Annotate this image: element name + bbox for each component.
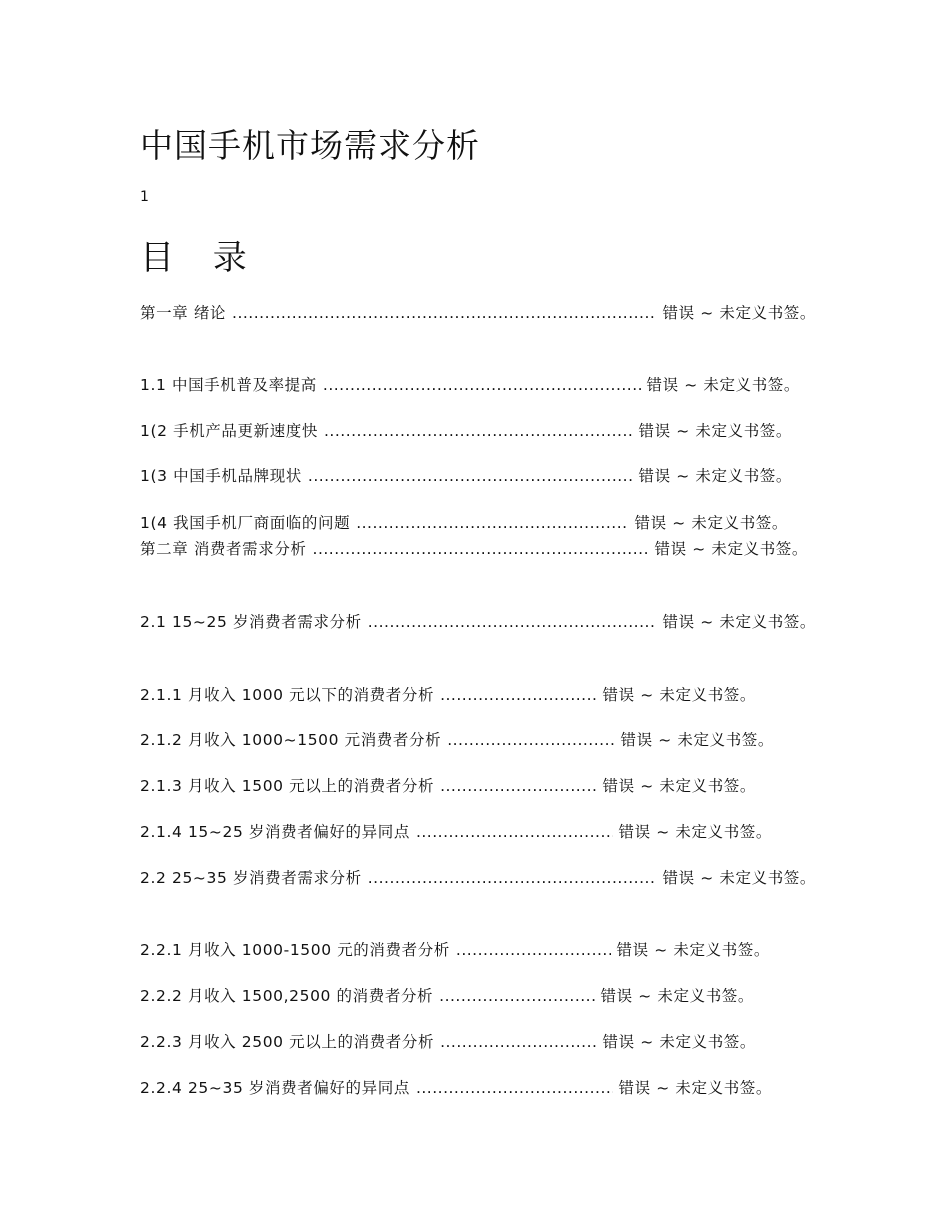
toc-entry-page-ref: 错误 ~ 未定义书签。: [654, 540, 808, 558]
document-title: 中国手机市场需求分析: [140, 126, 480, 165]
toc-entry-page-ref: 错误 ~ 未定义书签。: [602, 1033, 756, 1051]
toc-entry-page-ref: 错误 ~ 未定义书签。: [616, 941, 770, 959]
toc-entry-page-ref: 错误 ~ 未定义书签。: [600, 987, 754, 1005]
toc-entry-label: 1(3 中国手机品牌现状: [140, 467, 302, 485]
toc-leader-dots: [368, 867, 657, 889]
toc-leader-dots: [440, 684, 596, 706]
toc-entry-label: 1(2 手机产品更新速度快: [140, 422, 318, 440]
toc-leader-dots: [416, 821, 613, 843]
toc-entry-label: 2.2.2 月收入 1500,2500 的消费者分析: [140, 987, 434, 1005]
toc-entry-page-ref: 错误 ~ 未定义书签。: [646, 376, 800, 394]
toc-entry-page-ref: 错误 ~ 未定义书签。: [634, 514, 788, 532]
toc-leader-dots: [416, 1077, 613, 1099]
toc-entry-page-ref: 错误 ~ 未定义书签。: [662, 869, 816, 887]
toc-entry-1-3[interactable]: [140, 465, 792, 487]
toc-entry-2-2-2[interactable]: [140, 985, 754, 1007]
toc-entry-1-4[interactable]: [140, 512, 788, 534]
toc-entry-label: 2.2 25~35 岁消费者需求分析: [140, 869, 362, 887]
toc-entry-label: 2.2.3 月收入 2500 元以上的消费者分析: [140, 1033, 435, 1051]
toc-entry-2-1-3[interactable]: [140, 775, 756, 797]
toc-heading: 目 录: [140, 238, 261, 278]
toc-entry-label: 2.2.1 月收入 1000-1500 元的消费者分析: [140, 941, 450, 959]
toc-entry-label: 2.1 15~25 岁消费者需求分析: [140, 613, 362, 631]
toc-entry-2-1-2[interactable]: [140, 729, 774, 751]
toc-entry-label: 2.2.4 25~35 岁消费者偏好的异同点: [140, 1079, 410, 1097]
toc-entry-1-2[interactable]: [140, 420, 792, 442]
toc-entry-chapter-2[interactable]: [140, 538, 808, 560]
toc-entry-page-ref: 错误 ~ 未定义书签。: [620, 731, 774, 749]
toc-entry-page-ref: 错误 ~ 未定义书签。: [618, 1079, 772, 1097]
toc-leader-dots: [447, 729, 614, 751]
toc-leader-dots: [368, 611, 657, 633]
toc-leader-dots: [440, 775, 596, 797]
toc-entry-2-2-1[interactable]: [140, 939, 770, 961]
toc-leader-dots: [323, 374, 641, 396]
toc-entry-2-2-4[interactable]: [140, 1077, 772, 1099]
toc-entry-label: 1(4 我国手机厂商面临的问题: [140, 514, 351, 532]
toc-entry-2-1-1[interactable]: [140, 684, 756, 706]
toc-entry-page-ref: 错误 ~ 未定义书签。: [602, 777, 756, 795]
toc-entry-label: 2.1.2 月收入 1000~1500 元消费者分析: [140, 731, 442, 749]
toc-leader-dots: [324, 420, 633, 442]
toc-leader-dots: [313, 538, 649, 560]
toc-entry-page-ref: 错误 ~ 未定义书签。: [638, 422, 792, 440]
toc-entry-2-1-4[interactable]: [140, 821, 772, 843]
toc-leader-dots: [440, 1031, 596, 1053]
toc-leader-dots: [456, 939, 611, 961]
toc-entry-page-ref: 错误 ~ 未定义书签。: [618, 823, 772, 841]
toc-entry-label: 2.1.3 月收入 1500 元以上的消费者分析: [140, 777, 435, 795]
toc-entry-label: 第一章 绪论: [140, 304, 227, 322]
toc-entry-page-ref: 错误 ~ 未定义书签。: [638, 467, 792, 485]
toc-entry-page-ref: 错误 ~ 未定义书签。: [602, 686, 756, 704]
toc-entry-1-1[interactable]: [140, 374, 800, 396]
toc-leader-dots: [356, 512, 628, 534]
page-number: 1: [140, 189, 149, 205]
toc-entry-2-2[interactable]: [140, 867, 816, 889]
toc-entry-page-ref: 错误 ~ 未定义书签。: [662, 613, 816, 631]
toc-entry-label: 1.1 中国手机普及率提高: [140, 376, 317, 394]
toc-entry-chapter-1[interactable]: [140, 302, 816, 324]
toc-leader-dots: [232, 302, 657, 324]
toc-entry-2-1[interactable]: [140, 611, 816, 633]
toc-entry-label: 第二章 消费者需求分析: [140, 540, 307, 558]
toc-entry-2-2-3[interactable]: [140, 1031, 756, 1053]
toc-entry-page-ref: 错误 ~ 未定义书签。: [662, 304, 816, 322]
toc-entry-label: 2.1.4 15~25 岁消费者偏好的异同点: [140, 823, 410, 841]
toc-entry-label: 2.1.1 月收入 1000 元以下的消费者分析: [140, 686, 435, 704]
toc-leader-dots: [308, 465, 633, 487]
toc-leader-dots: [439, 985, 594, 1007]
